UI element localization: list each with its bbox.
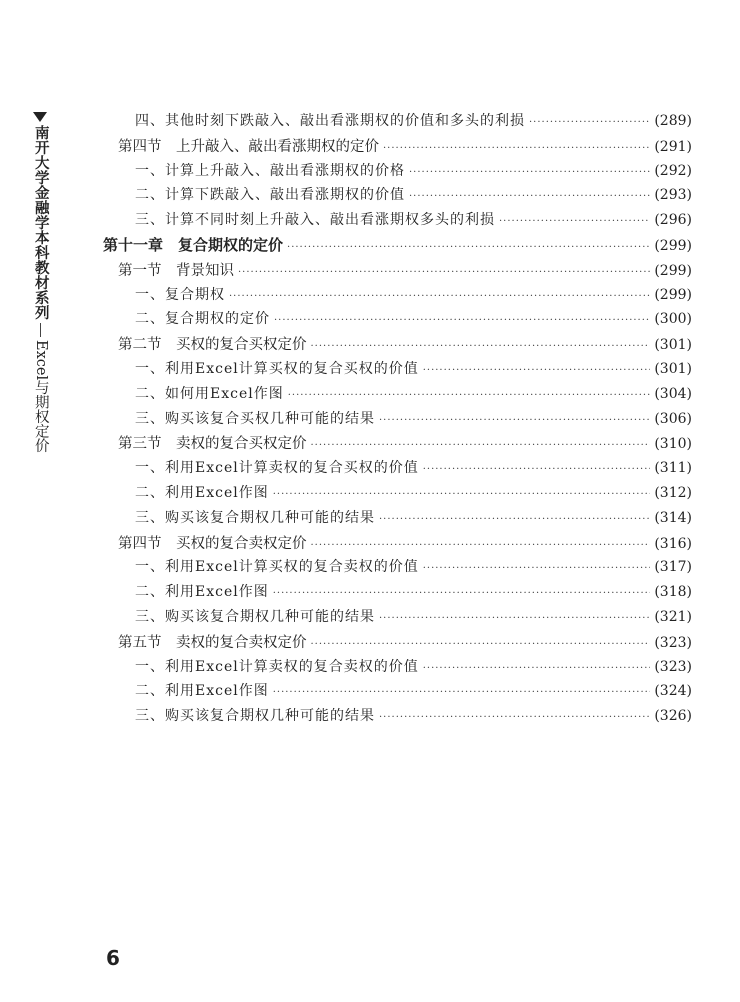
dot-leader [499, 216, 650, 227]
toc-entry-page: (306) [654, 410, 692, 427]
toc-entry-page: (291) [654, 138, 692, 155]
dot-leader [379, 613, 650, 624]
toc-entry-page: (323) [654, 634, 692, 651]
toc-entry-page: (299) [654, 262, 692, 279]
toc-subsection[interactable] [100, 209, 692, 234]
series-title: 南开大学金融学本科教材系列 [32, 125, 49, 320]
toc-entry-title: 第十一章 复合期权的定价 [103, 235, 284, 254]
toc-entry-title: 第四节 买权的复合卖权定价 [118, 535, 307, 552]
triangle-marker-icon [33, 112, 47, 122]
toc-subsection[interactable] [100, 308, 692, 333]
dot-leader [311, 639, 651, 650]
toc-entry-page: (318) [654, 584, 692, 601]
toc-section[interactable] [100, 259, 692, 284]
dot-leader [238, 267, 650, 278]
toc-subsection[interactable] [100, 581, 692, 606]
toc-entry-title: 一、复合期权 [135, 286, 225, 303]
toc-subsection[interactable] [100, 358, 692, 383]
toc-entry-title: 第二节 买权的复合买权定价 [118, 337, 307, 354]
toc-entry-page: (323) [654, 658, 692, 675]
toc-entry-title: 三、购买该复合期权几种可能的结果 [135, 708, 375, 725]
toc-subsection[interactable] [100, 656, 692, 681]
dot-leader [423, 365, 651, 376]
dot-leader [229, 291, 650, 302]
toc-entry-title: 二、复合期权的定价 [135, 311, 270, 328]
dot-leader [273, 588, 651, 599]
book-title: Excel与期权定价 [32, 340, 49, 453]
page-number: 6 [106, 946, 120, 970]
dot-leader [311, 341, 651, 352]
toc-subsection[interactable] [100, 556, 692, 581]
dot-leader [311, 440, 651, 451]
toc-subsection[interactable] [100, 160, 692, 185]
toc-entry-title: 第五节 卖权的复合卖权定价 [118, 634, 307, 651]
dot-leader [379, 712, 650, 723]
toc-entry-page: (289) [654, 113, 692, 129]
toc-entry-title: 四、其他时刻下跌敲入、敲出看涨期权的价值和多头的利损 [135, 113, 525, 129]
toc-subsection[interactable] [100, 606, 692, 631]
toc-section[interactable] [100, 333, 692, 358]
toc-entry-title: 一、利用Excel计算卖权的复合卖权的价值 [135, 658, 419, 675]
toc-subsection[interactable] [100, 680, 692, 705]
toc-entry-page: (299) [654, 286, 692, 303]
toc-entry-page: (293) [654, 187, 692, 204]
dot-leader [409, 191, 650, 202]
toc-section[interactable] [100, 532, 692, 557]
dot-leader [423, 464, 651, 475]
toc-subsection[interactable] [100, 457, 692, 482]
toc-entry-page: (301) [654, 360, 692, 377]
dot-leader [423, 663, 651, 674]
toc-entry-title: 一、利用Excel计算卖权的复合买权的价值 [135, 460, 419, 477]
toc-entry-title: 三、购买该复合期权几种可能的结果 [135, 509, 375, 526]
dot-leader [311, 540, 651, 551]
toc-entry-page: (321) [654, 608, 692, 625]
toc-entry-title: 第一节 背景知识 [118, 262, 234, 279]
toc-entry-title: 一、计算上升敲入、敲出看涨期权的价格 [135, 162, 405, 179]
toc-entry-title: 一、利用Excel计算买权的复合买权的价值 [135, 360, 419, 377]
toc-section[interactable] [100, 631, 692, 656]
dot-leader [409, 167, 650, 178]
toc-entry-title: 三、购买该复合期权几种可能的结果 [135, 608, 375, 625]
dot-leader [529, 117, 650, 128]
toc-entry-title: 二、利用Excel作图 [135, 584, 269, 601]
toc-entry-page: (312) [654, 484, 692, 501]
toc-entry-title: 二、如何用Excel作图 [135, 385, 284, 402]
toc-entry-title: 第三节 卖权的复合买权定价 [118, 436, 307, 453]
toc-entry-page: (324) [654, 683, 692, 700]
toc-entry-page: (314) [654, 509, 692, 526]
toc-entry-page: (326) [654, 708, 692, 725]
toc-subsection[interactable] [100, 408, 692, 433]
dot-leader [379, 514, 650, 525]
toc-subsection[interactable] [100, 705, 692, 730]
toc-entry-page: (300) [654, 311, 692, 328]
dot-leader [273, 687, 651, 698]
toc-entry-page: (310) [654, 436, 692, 453]
table-of-contents [100, 110, 692, 730]
toc-entry-title: 二、计算下跌敲入、敲出看涨期权的价值 [135, 187, 405, 204]
toc-entry-page: (301) [654, 337, 692, 354]
toc-subsection[interactable] [100, 482, 692, 507]
dot-leader [383, 143, 650, 154]
dot-leader [287, 242, 650, 253]
toc-subsection[interactable] [100, 383, 692, 408]
toc-entry-page: (304) [654, 385, 692, 402]
toc-entry-page: (311) [654, 460, 692, 477]
dot-leader [379, 415, 650, 426]
toc-subsection[interactable] [100, 284, 692, 309]
toc-entry-page: (299) [654, 237, 692, 254]
toc-subsection[interactable] [100, 184, 692, 209]
toc-entry-page: (296) [654, 212, 692, 229]
toc-entry-title: 第四节 上升敲入、敲出看涨期权的定价 [118, 138, 379, 155]
toc-subsection[interactable] [100, 507, 692, 532]
toc-entry-page: (292) [654, 162, 692, 179]
toc-subsection[interactable] [100, 110, 692, 135]
toc-entry-title: 一、利用Excel计算买权的复合卖权的价值 [135, 559, 419, 576]
dot-leader [423, 563, 651, 574]
toc-entry-title: 三、计算不同时刻上升敲入、敲出看涨期权多头的利损 [135, 212, 495, 229]
toc-section[interactable] [100, 135, 692, 160]
dot-leader [288, 390, 651, 401]
toc-section[interactable] [100, 432, 692, 457]
divider [40, 323, 41, 337]
toc-entry-title: 二、利用Excel作图 [135, 484, 269, 501]
side-header [30, 112, 50, 453]
toc-entry-page: (316) [654, 535, 692, 552]
toc-entry-title: 三、购买该复合买权几种可能的结果 [135, 410, 375, 427]
dot-leader [274, 315, 650, 326]
toc-chapter[interactable] [100, 234, 692, 259]
toc-entry-page: (317) [654, 559, 692, 576]
dot-leader [273, 489, 651, 500]
toc-entry-title: 二、利用Excel作图 [135, 683, 269, 700]
